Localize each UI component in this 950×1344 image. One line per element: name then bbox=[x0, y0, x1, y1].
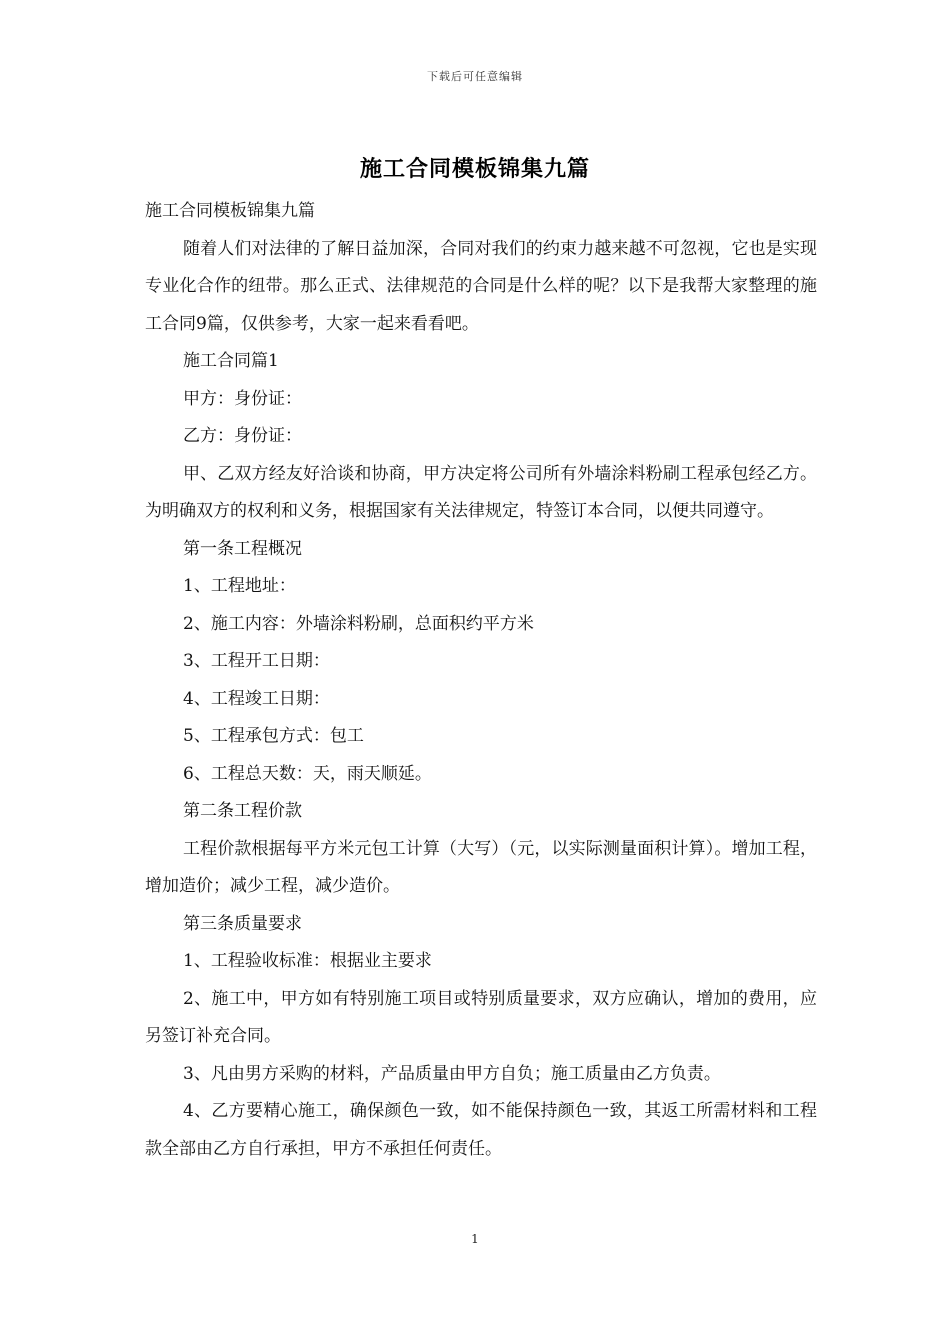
paragraph-item: 4、工程竣工日期： bbox=[183, 688, 330, 709]
document-title: 施工合同模板锦集九篇 bbox=[359, 157, 590, 182]
paragraph-item: 4、乙方要精心施工，确保颜色一致，如不能保持颜色一致，其返工所需材料和工程款全部由乙方自行承担，甲方不承担任何责任。 bbox=[145, 1101, 817, 1159]
paragraph-price-terms: 工程价款根据每平方米元包工计算（大写）（元，以实际测量面积计算）。增加工程，增加造价；减少工程，减少造价。 bbox=[145, 838, 817, 896]
paragraph-item: 3、工程开工日期： bbox=[183, 651, 330, 671]
paragraph-item: 2、施工内容：外墙涂料粉刷，总面积约平方米 bbox=[183, 613, 534, 634]
paragraph-item: 1、工程地址： bbox=[183, 576, 296, 596]
document-body bbox=[145, 193, 817, 1168]
paragraph-article-1: 第一条工程概况 bbox=[183, 538, 302, 559]
paragraph-article-2: 第二条工程价款 bbox=[183, 801, 302, 821]
paragraph-item: 6、工程总天数：天，雨天顺延。 bbox=[183, 763, 432, 784]
paragraph-subtitle: 施工合同模板锦集九篇 bbox=[145, 201, 315, 221]
paragraph-party-b: 乙方：身份证： bbox=[183, 426, 302, 446]
page-number: 1 bbox=[471, 1232, 479, 1246]
paragraph-item: 1、工程验收标准：根据业主要求 bbox=[183, 951, 432, 971]
paragraph-preamble: 甲、乙双方经友好洽谈和协商，甲方决定将公司所有外墙涂料粉刷工程承包经乙方。为明确双方的权利和义务，根据国家有关法律规定，特签订本合同，以便共同遵守。 bbox=[145, 463, 817, 521]
paragraph-party-a: 甲方：身份证： bbox=[183, 388, 302, 409]
paragraph-intro: 随着人们对法律的了解日益加深，合同对我们的约束力越来越不可忽视，它也是实现专业化合作的纽带。那么正式、法律规范的合同是什么样的呢？以下是我帮大家整理的施工合同9篇，仅供参考，大家一起来看看吧。 bbox=[145, 238, 817, 334]
paragraph-item: 3、凡由男方采购的材料，产品质量由甲方自负；施工质量由乙方负责。 bbox=[183, 1063, 721, 1084]
paragraph-item: 2、施工中，甲方如有特别施工项目或特别质量要求，双方应确认，增加的费用，应另签订补充合同。 bbox=[145, 988, 817, 1046]
header-note: 下载后可任意编辑 bbox=[427, 70, 523, 83]
paragraph-article-3: 第三条质量要求 bbox=[183, 913, 302, 934]
paragraph-contract-heading: 施工合同篇1 bbox=[183, 351, 279, 371]
paragraph-item: 5、工程承包方式：包工 bbox=[183, 726, 364, 746]
